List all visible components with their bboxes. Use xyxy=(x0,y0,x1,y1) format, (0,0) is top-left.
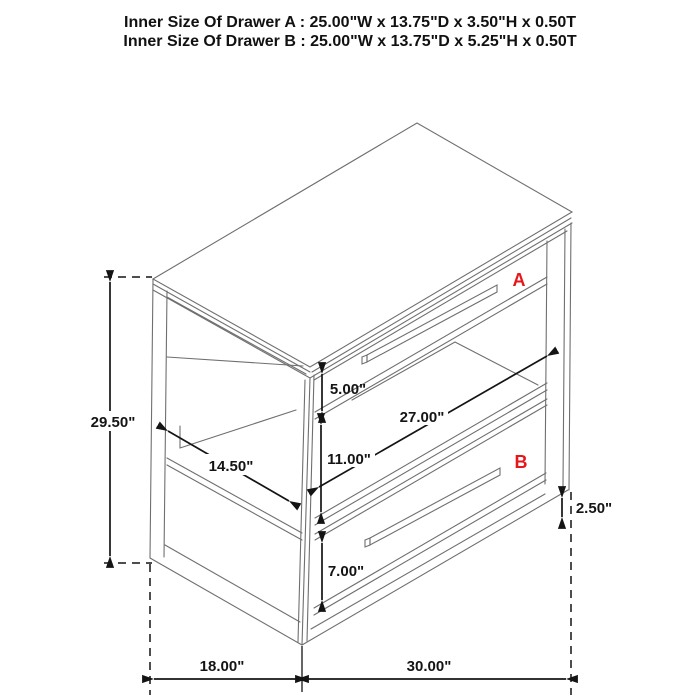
dim-overall-depth-label: 18.00" xyxy=(199,658,245,675)
dim-shelf-depth xyxy=(168,431,289,501)
dim-drawer-b-front-height-label: 7.00" xyxy=(327,563,365,580)
header xyxy=(123,14,576,50)
drawer-a-label: A xyxy=(512,270,526,290)
dim-shelf-opening-height-label: 11.00" xyxy=(327,451,371,468)
drawer-b-label: B xyxy=(514,452,528,472)
drawer-b-inner-size-text: Inner Size Of Drawer B : 25.00"W x 13.75"D x 5.25"H x 0.50T xyxy=(123,33,577,50)
dim-drawer-a-front-height-label: 5.00" xyxy=(329,381,367,398)
dim-base-clearance-label: 2.50" xyxy=(575,500,613,517)
dim-overall-width-label: 30.00" xyxy=(406,658,452,675)
dim-overall-height xyxy=(86,277,152,563)
drawer-b-handle xyxy=(365,468,500,547)
dim-overall-depth xyxy=(154,658,297,679)
dim-overall-height-label: 29.50" xyxy=(90,414,136,431)
cabinet-outer-edges xyxy=(150,223,571,645)
cabinet-top-face xyxy=(153,123,572,378)
dim-base-clearance xyxy=(562,498,612,517)
dim-drawer-a-front-height xyxy=(322,374,366,411)
drawer-a-inner-size-text: Inner Size Of Drawer A : 25.00"W x 13.75"D x 3.50"H x 0.50T xyxy=(124,14,576,31)
dim-shelf-depth-label: 14.50" xyxy=(208,458,254,475)
dim-drawer-opening-width-label: 27.00" xyxy=(399,409,445,426)
dim-overall-width xyxy=(307,658,566,679)
